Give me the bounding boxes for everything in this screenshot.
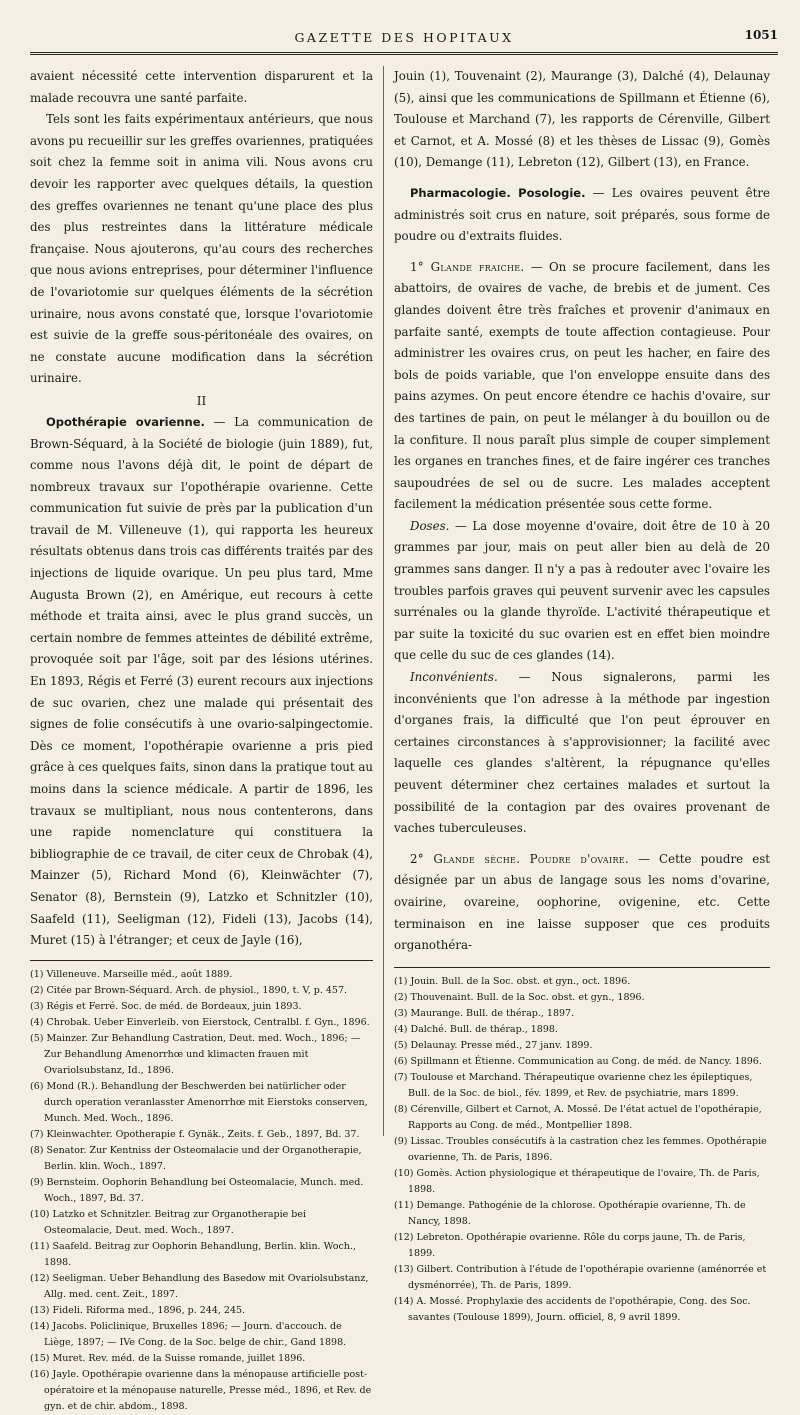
paragraph-glande-fraiche bbox=[394, 257, 770, 516]
paragraph-continuation: avaient nécessité cette intervention disparurent et la malade recouvra une santé parfaite. bbox=[30, 69, 373, 105]
footnote: (4) Dalché. Bull. de thérap., 1898. bbox=[394, 1023, 558, 1035]
paragraph-body: — Les ovaires peuvent être administrés soit crus en nature, soit préparés, sous forme de poudre ou d'extraits fluides. bbox=[394, 185, 770, 244]
footnotes-left bbox=[30, 960, 373, 1415]
paragraph-lead: Inconvénients. bbox=[410, 670, 498, 685]
footnote: (3) Régis et Ferré. Soc. de méd. de Bordeaux, juin 1893. bbox=[30, 1000, 302, 1012]
left-column bbox=[30, 66, 373, 1412]
column-divider bbox=[383, 66, 384, 1136]
footnote: (11) Demange. Pathogénie de la chlorose. Opothérapie ovarienne, Th. de Nancy, 1898. bbox=[394, 1199, 746, 1227]
paragraph-lead: 1° Glande fraiche. bbox=[410, 259, 525, 274]
footnote: (8) Senator. Zur Kentniss der Osteomalacie und der Organotherapie, Berlin. klin. Woch., 1897. bbox=[30, 1144, 362, 1172]
footnote: (16) Jayle. Opothérapie ovarienne dans la ménopause artificielle post-opératoire et la ménopause naturelle, Presse méd., 1896, et Rev. de gyn. et de chir. abdom., 1898. bbox=[30, 1368, 372, 1412]
footnote: (7) Kleinwachter. Opotherapie f. Gynäk., Zeits. f. Geb., 1897, Bd. 37. bbox=[30, 1128, 360, 1140]
paragraph-lead: Doses. bbox=[410, 518, 450, 533]
footnote: (11) Saafeld. Beitrag zur Oophorin Behandlung, Berlin. klin. Woch., 1898. bbox=[30, 1240, 356, 1268]
footnote: (6) Spillmann et Étienne. Communication au Cong. de méd. de Nancy. 1896. bbox=[394, 1055, 762, 1067]
paragraph-body: — La communication de Brown-Séquard, à la Société de biologie (juin 1889), fut, comme nous l'avons déjà dit, le point de départ de nombreux travaux sur l'opothérapie ovarienne. Cette communication fut suivie de près par la publication d'un travail de M. Villeneuve (1), qui rapporta les heureux résultats obtenus dans trois cas différents traités par des injections de liquide ovarique. Un peu plus tard, Mme Augusta Brown (2), en Amérique, eut recours à cette méthode et traita ainsi, avec le plus grand succès, un certain nombre de femmes atteintes de débilité extrême, provoquée soit par l'âge, soit par des lésions utérines. En 1893, Régis et Ferré (3) eurent recours aux injections de suc ovarien, chez une malade qui présentait des signes de folie consécutifs à une ovario-salpingectomie. Dès ce moment, l'opothérapie ovarienne a pris pied grâce à ces quelques faits, sinon dans la pratique tout au moins dans la science médicale. A partir de 1896, les travaux se multipliant, nous nous contenterons, dans une rapide nomenclature qui constituera la bibliographie de ce travail, de citer ceux de Chrobak (4), Mainzer (5), Richard Mond (6), Kleinwächter (7), Senator (8), Bernstein (9), Latzko et Schnitzler (10), Saafeld (11), Seeligman (12), Fideli (13), Jacobs (14), Muret (15) à l'étranger; et ceux de Jayle (16), bbox=[30, 414, 373, 948]
paragraph-body: — La dose moyenne d'ovaire, doit être de 10 à 20 grammes par jour, mais on peut aller bien au delà de 20 grammes sans danger. Il n'y a pas à redouter avec l'ovaire les troubles parfois graves qui peuvent survenir avec les capsules surrénales ou la glande thyroïde. L'activité thérapeutique et par suite la toxicité du suc ovarien est en effet bien moindre que celle du suc de ces glandes (14). bbox=[394, 518, 770, 663]
footnote: (2) Citée par Brown-Séquard. Arch. de physiol., 1890, t. V, p. 457. bbox=[30, 984, 348, 996]
footnote: (1) Villeneuve. Marseille méd., août 1889. bbox=[30, 968, 233, 980]
footnote: (9) Lissac. Troubles consécutifs à la castration chez les femmes. Opothérapie ovarienne, Th. de Paris, 1896. bbox=[394, 1135, 767, 1163]
footnote: (5) Mainzer. Zur Behandlung Castration, Deut. med. Woch., 1896; — Zur Behandlung Amenorrhœ und klimacten frauen mit Ovariolsubstanz, Id., 1896. bbox=[30, 1032, 361, 1076]
footnote: (14) Jacobs. Policlinique, Bruxelles 1896; — Journ. d'accouch. de Liège, 1897; — IVe Cong. de la Soc. belge de chir., Gand 1898. bbox=[30, 1320, 347, 1348]
footnote: (10) Gomès. Action physiologique et thérapeutique de l'ovaire, Th. de Paris, 1898. bbox=[394, 1167, 760, 1195]
footnote: (10) Latzko et Schnitzler. Beitrag zur Organotherapie bei Osteomalacie, Deut. med. Woch., 1897. bbox=[30, 1208, 307, 1236]
paragraph-glande-seche bbox=[394, 849, 770, 957]
paragraph-lead: Pharmacologie. Posologie. bbox=[410, 185, 586, 200]
paragraph-greffes: Tels sont les faits expérimentaux antérieurs, que nous avons pu recueillir sur les greffes ovariennes, pratiquées soit chez la femme soit in anima vili. Nous avons cru devoir les rapporter avec quelques détails, la question des greffes ovariennes ne tenant qu'une place des plus des plus restreintes dans la littérature médicale française. Nous ajouterons, qu'au cours des recherches que nous avions entreprises, pour déterminer l'influence de l'ovariotomie sur quelques éléments de la sécrétion urinaire, nous avons constaté que, lorsque l'ovariotomie est suivie de la greffe sous-péritonéale des ovaires, on ne constate aucune modification dans la sécrétion urinaire. bbox=[30, 112, 373, 386]
paragraph-opotherapie bbox=[30, 412, 373, 952]
right-column bbox=[394, 66, 770, 1323]
footnote: (12) Seeligman. Ueber Behandlung des Basedow mit Ovariolsubstanz, Allg. med. cent. Zeit., 1897. bbox=[30, 1272, 369, 1300]
paragraph-lead: Opothérapie ovarienne. bbox=[46, 414, 205, 429]
paragraph-body: — On se procure facilement, dans les abattoirs, de ovaires de vache, de brebis et de jument. Ces glandes doivent être très fraîches et provenir d'animaux en parfaite santé, exempts de toute affection contagieuse. Pour administrer les ovaires crus, on peut les hacher, en faire des bols de poids variable, que l'on enveloppe ensuite dans des pains azymes. On peut encore étendre ce hachis d'ovaire, sur des tartines de pain, on peut le mélanger à du bouillon ou de la confiture. Il nous paraît plus simple de couper simplement les organes en tranches fines, et de faire ingérer ces tranches saupoudrées de sel ou de sucre. Les malades acceptent facilement la médication présentée sous cette forme. bbox=[394, 259, 770, 512]
footnote: (9) Bernsteim. Oophorin Behandlung bei Osteomalacie, Munch. med. Woch., 1897, Bd. 37. bbox=[30, 1176, 364, 1204]
paragraph-pharmacologie bbox=[394, 183, 770, 248]
footnote: (5) Delaunay. Presse méd., 27 janv. 1899. bbox=[394, 1039, 593, 1051]
footnote: (13) Fideli. Riforma med., 1896, p. 244, 245. bbox=[30, 1304, 246, 1316]
footnote: (14) A. Mossé. Prophylaxie des accidents de l'opothérapie, Cong. des Soc. savantes (Toulouse 1899), Journ. officiel, 8, 9 avril 1899. bbox=[394, 1295, 751, 1323]
footnote: (4) Chrobak. Ueber Einverleib. von Eierstock, Centralbl. f. Gyn., 1896. bbox=[30, 1016, 370, 1028]
footnote: (6) Mond (R.). Behandlung der Beschwerden bei natürlicher oder durch operation veranlasster Amenorrhœ mit Eierstoks conserven, Munch. Med. Woch., 1896. bbox=[30, 1080, 368, 1124]
footnote: (1) Jouin. Bull. de la Soc. obst. et gyn., oct. 1896. bbox=[394, 975, 631, 987]
footnote: (3) Maurange. Bull. de thérap., 1897. bbox=[394, 1007, 575, 1019]
running-title: GAZETTE DES HOPITAUX bbox=[294, 30, 514, 45]
paragraph-auteurs-france: Jouin (1), Touvenaint (2), Maurange (3), Dalché (4), Delaunay (5), ainsi que les communications de Spillmann et Étienne (6), Toulouse et Marchand (7), les rapports de Cérenville, Gilbert et Carnot, et A. Mossé (8) et les thèses de Lissac (9), Gomès (10), Demange (11), Lebreton (12), Gilbert (13), en France. bbox=[394, 69, 770, 170]
paragraph-lead: 2° Glande sèche. Poudre d'ovaire. bbox=[410, 851, 629, 866]
footnote: (15) Muret. Rev. méd. de la Suisse romande, juillet 1896. bbox=[30, 1352, 306, 1364]
paragraph-body: — Nous signalerons, parmi les inconvénients que l'on adresse à la méthode par ingestion d'organes frais, la difficulté que l'on peut éprouver en certaines circonstances à s'approvisionner; la facilité avec laquelle ces glandes s'altèrent, la répugnance qu'elles peuvent déterminer chez certaines malades et surtout la possibilité de la contagion par des ovaires provenant de vaches tuberculeuses. bbox=[394, 670, 770, 836]
paragraph-body: — Cette poudre est désignée par un abus de langage sous les noms d'ovarine, ovairine, ovareine, oophorine, ovigenine, etc. Cette terminaison en ine laisse supposer que ces produits organothéra- bbox=[394, 851, 770, 953]
footnote: (12) Lebreton. Opothérapie ovarienne. Rôle du corps jaune, Th. de Paris, 1899. bbox=[394, 1231, 746, 1259]
footnote: (7) Toulouse et Marchand. Thérapeutique ovarienne chez les épileptiques, Bull. de la Soc. de biol., fév. 1899, et Rev. de psychiatrie, mars 1899. bbox=[394, 1071, 753, 1099]
footnote: (2) Thouvenaint. Bull. de la Soc. obst. et gyn., 1896. bbox=[394, 991, 645, 1003]
footnote: (13) Gilbert. Contribution à l'étude de l'opothérapie ovarienne (aménorrée et dysménorrée), Th. de Paris, 1899. bbox=[394, 1263, 767, 1291]
footnote: (8) Cérenville, Gilbert et Carnot, A. Mossé. De l'état actuel de l'opothérapie, Rapports au Cong. de méd., Montpellier 1898. bbox=[394, 1103, 762, 1131]
section-number: II bbox=[196, 393, 207, 408]
paragraph-inconvenients bbox=[394, 667, 770, 840]
page-number: 1051 bbox=[744, 28, 778, 42]
page-header bbox=[30, 24, 778, 55]
footnotes-right bbox=[394, 967, 770, 1326]
paragraph-doses bbox=[394, 516, 770, 667]
